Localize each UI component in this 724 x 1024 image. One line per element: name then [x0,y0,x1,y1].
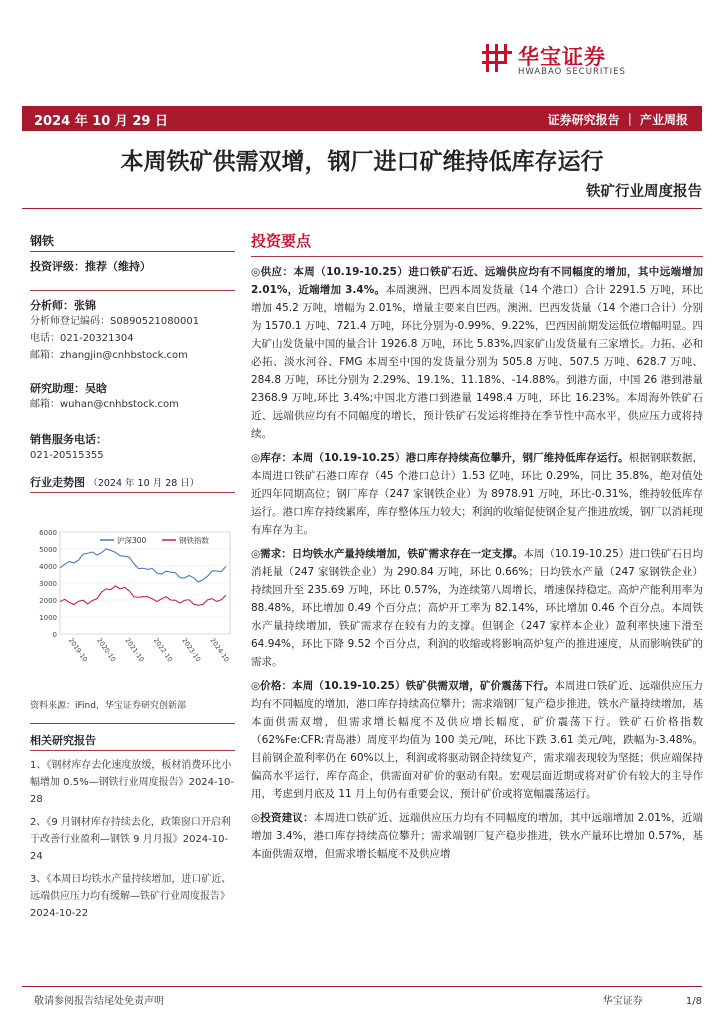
paragraph-body: 本周进口铁矿近、远端供应压力均有不同幅度的增加，其中远端增加 2.01%，近端增加 3.4%，港口库存持续高位攀升；需求端钢厂复产稳步推进，铁水产量环比增加 0.57%，基本面供需双增，但需求增长幅度不及供应增 [251,812,703,860]
sidebar [30,232,235,499]
sales-label: 销售服务电话： [30,433,107,446]
paragraph-price [251,677,703,803]
y-tick-label: 6000 [39,529,57,537]
legend-label: 沪深300 [117,536,147,545]
report-type: 证券研究报告 ｜ 产业周报 [547,113,688,127]
analyst-cert: 分析师登记编码：S0890521080001 [30,316,200,327]
page-subtitle: 铁矿行业周度报告 [586,184,702,200]
industry-trend-chart [30,524,235,672]
trend-title: 行业走势图 [30,476,85,489]
sidebar-divider [30,251,235,252]
sidebar-divider [30,750,235,751]
chart-source: 资料来源：iFind，华宝证券研究创新部 [30,701,186,711]
main-content [251,232,703,869]
x-tick-label: 2020-10 [95,636,118,664]
title-divider [22,208,702,209]
rating: 投资评级：推荐（维持） [30,260,151,273]
y-tick-label: 2000 [39,597,57,605]
x-tick-label: 2024-10 [208,636,231,664]
brand-name-cn: 华宝证券 [518,45,606,69]
y-tick-label: 4000 [39,563,57,571]
page-number: 1/8 [685,996,702,1007]
brand-name-en: HWABAO SECURITIES [518,67,626,77]
series-line-hs300 [60,549,226,582]
footer-page [603,992,702,1007]
sales-phone: 021-20515355 [30,450,104,461]
paragraph-lead: ◎价格：本周（10.19-10.25）铁矿供需双增，矿价震荡下行。 [251,680,555,692]
paragraph-body: 本周进口铁矿近、远端供应压力均有不同幅度的增加，港口库存持续高位攀升；需求端钢厂复产稳步推进，铁水产量持续增加，基本面供需双增，但需求增长幅度不及供应增长幅度，矿价震荡下行。铁矿石价格指数（62%Fe:CFR:青岛港）周度平均值为 100 美元/吨，环比下跌 3.61 美元/吨，跌幅为-3.48%。目前钢企盈利率仍在 60%以上，利润或将驱动钢企持续复产，需求端表现较为坚挺；供应端保持偏高水平运行，库存高企，供需面对矿价的驱动有限。宏观层面近期或将对矿价有较大的主导作用，考虑到月底及 11 月上旬仍有重要会议，预计矿价或将宽幅震荡运行。 [251,680,704,800]
y-tick-label: 1000 [39,614,57,622]
page-title: 本周铁矿供需双增，钢厂进口矿维持低库存运行 [120,149,604,175]
paragraph-advice [251,809,703,863]
paragraph-lead: ◎需求：日均铁水产量持续增加，铁矿需求存在一定支撑。 [251,548,524,560]
paragraph-inventory [251,449,703,539]
paragraph-body: 本周澳洲、巴西本周发货量（14 个港口）合计 2291.5 万吨，环比增加 45.2 万吨，增幅为 2.01%，增量主要来自巴西。澳洲、巴西发货量（14 个港口合计）分别为 1570.1 万吨、721.4 万吨，环比分别为-0.99%、9.22%，巴西因前期发运低位增幅明显。四大矿山发货量中国的量合计 1926.8 万吨，环比 5.83%,四家矿山发货量有三家增长。力拓、必和必拓、淡水河谷、FMG 本周至中国的发货量分别为 505.8 万吨、507.5 万吨、628.7 万吨、284.8 万吨，环比分别为 2.29%、19.1%、11.18%、-14.88%。到港方面，中国 26 港到港量 2368.9 万吨,环比 3.4%;中国北方港口到港量 1498.4 万吨，环比 16.23%。本周海外铁矿石近、远端供应均有不同幅度的增长，预计铁矿石发运将维持在季节性中高水平，供应压力或将持续。 [251,284,703,440]
sidebar-divider [30,492,235,493]
paragraph-demand [251,545,703,671]
x-tick-label: 2023-10 [180,636,203,664]
x-tick-label: 2019-10 [66,636,90,664]
sidebar-divider [30,723,235,724]
related-report[interactable]: 2、《9 月钢材库存持续去化，政策窗口开启利于改善行业盈利—钢铁 9 月月报》2024-10-24 [30,817,231,862]
paragraph-body: 本周（10.19-10.25）进口铁矿石日均消耗量（247 家钢铁企业）为 290.84 万吨，环比 0.66%；日均铁水产量（247 家钢铁企业）持续回升至 235.69 万吨，环比 0.57%，为连续第八周增长，增速保持稳定。高炉产能利用率为 88.48%，环比增加 0.49 个百分点；高炉开工率为 82.14%，环比增加 0.46 个百分点。本周铁水产量持续增加，铁矿需求存在较有力的支撑。但钢企（247 家样本企业）盈利率快速下滑至 64.94%，环比下降 9.52 个百分点，利润的收缩或将影响高炉复产的推进速度，从而影响铁矿的需求。 [251,548,703,668]
sidebar-bottom [30,698,235,922]
analyst-name: 分析师：张锦 [30,299,96,312]
assistant-name: 研究助理：吴晗 [30,382,107,395]
y-tick-label: 5000 [39,546,57,554]
series-line-steel [60,586,226,605]
paragraph-lead: ◎库存：本周（10.19-10.25）港口库存持续高位攀升，钢厂维持低库存运行。 [251,452,629,464]
footer-company: 华宝证券 [602,996,643,1007]
footer-divider [22,986,702,987]
paragraph-lead: ◎供应：本周（10.19-10.25）进口铁矿石近、远端供应均有不同幅度的增加，其中远端增加 2.01%，近端增加 3.4%。 [251,266,703,296]
brand-logo-icon [482,42,512,74]
footer-disclaimer: 敬请参阅报告结尾处免责声明 [34,996,164,1007]
analyst-email[interactable]: 邮箱：zhangjin@cnhbstock.com [30,350,188,361]
y-tick-label: 3000 [39,580,57,588]
assistant-email[interactable]: 邮箱：wuhan@cnhbstock.com [30,399,179,410]
paragraph-body: 根据钢联数据，本周进口铁矿石港口库存（45 个港口总计）1.53 亿吨，环比 0.29%，同比 35.8%，绝对值处近四年同期高位；钢厂库存（247 家钢铁企业）为 8978.91 万吨，环比-0.31%，维持较低库存运行。港口库存持续累库，库存整体压力较大；利润的收缩促使钢企复产推进放缓，钢厂以消耗现有库存为主。 [251,452,703,536]
industry-label: 钢铁 [30,234,55,248]
sidebar-divider [30,290,235,291]
analyst-phone: 电话：021-20321304 [30,333,134,344]
main-divider [251,256,703,257]
paragraph-supply [251,263,703,443]
x-tick-label: 2021-10 [123,636,146,664]
header-bar [22,106,702,131]
related-title: 相关研究报告 [30,734,96,747]
trend-date: （2024 年 10 月 28 日） [88,478,200,489]
paragraph-lead: ◎投资建议： [251,812,314,824]
x-tick-label: 2022-10 [151,636,175,664]
legend-label: 钢铁指数 [179,536,209,545]
y-tick-label: 0 [52,631,57,639]
report-date: 2024 年 10 月 29 日 [34,114,168,129]
section-heading: 投资要点 [251,232,312,250]
related-report[interactable]: 3、《本周日均铁水产量持续增加，进口矿近、远端供应压力均有缓解—铁矿行业周度报告》2024-10-22 [30,874,232,919]
related-report[interactable]: 1、《钢材库存去化速度放缓，板材消费环比小幅增加 0.5%—钢铁行业周度报告》2024-10-28 [30,760,234,805]
